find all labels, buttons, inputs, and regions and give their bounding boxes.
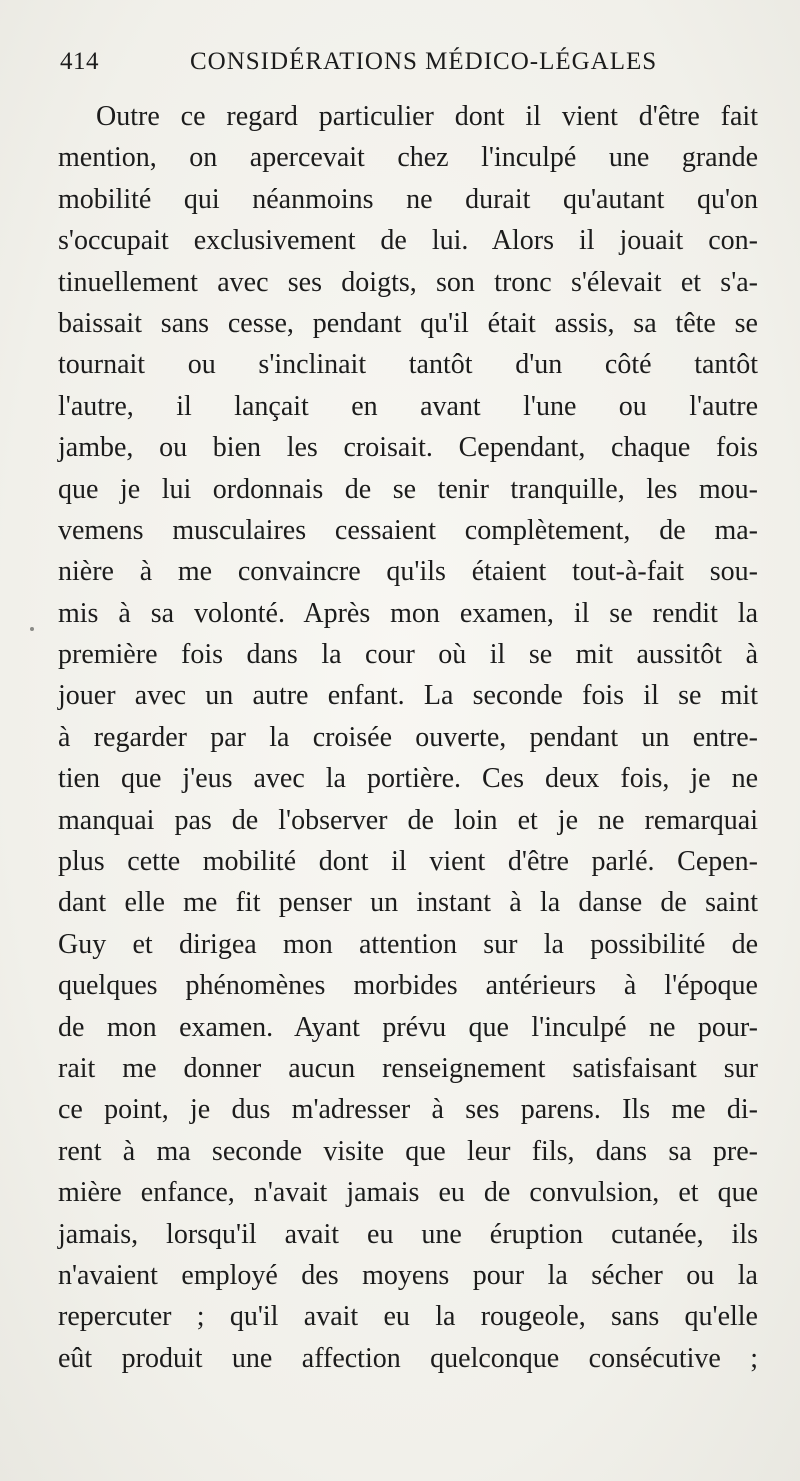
text-line: l'autre, il lançait en avant l'une ou l'autre — [58, 390, 758, 422]
page-number: 414 — [60, 48, 99, 75]
text-line: jamais, lorsqu'il avait eu une éruption cutanée, ils — [58, 1218, 758, 1250]
text-line: dant elle me fit penser un instant à la danse de saint — [58, 887, 758, 919]
text-line: à regarder par la croisée ouverte, pendant un entre- — [58, 721, 758, 753]
text-line: repercuter ; qu'il avait eu la rougeole, sans qu'elle — [58, 1301, 758, 1333]
text-line: manquai pas de l'observer de loin et je ne remarquai — [58, 804, 758, 836]
text-line: vemens musculaires cessaient complètement, de ma- — [58, 514, 758, 546]
text-line: rait me donner aucun renseignement satisfaisant sur — [58, 1052, 758, 1084]
margin-speck — [30, 627, 34, 631]
text-line: jambe, ou bien les croisait. Cependant, chaque fois — [58, 432, 758, 464]
text-line: baissait sans cesse, pendant qu'il était assis, sa tête se — [58, 307, 758, 339]
text-line: mobilité qui néanmoins ne durait qu'autant qu'on — [58, 183, 758, 215]
text-line: s'occupait exclusivement de lui. Alors il jouait con- — [58, 225, 758, 257]
text-line: que je lui ordonnais de se tenir tranquille, les mou- — [58, 473, 758, 505]
text-line: jouer avec un autre enfant. La seconde fois il se mit — [58, 680, 758, 712]
text-line: mière enfance, n'avait jamais eu de convulsion, et que — [58, 1177, 758, 1209]
text-line: nière à me convaincre qu'ils étaient tout-à-fait sou- — [58, 556, 758, 588]
text-line: plus cette mobilité dont il vient d'être parlé. Cepen- — [58, 846, 758, 878]
body-text — [58, 96, 758, 1379]
text-line: mis à sa volonté. Après mon examen, il se rendit la — [58, 597, 758, 629]
text-line: mention, on apercevait chez l'inculpé une grande — [58, 142, 758, 174]
text-line: eût produit une affection quelconque consécutive ; — [58, 1342, 758, 1374]
text-line: n'avaient employé des moyens pour la sécher ou la — [58, 1259, 758, 1291]
text-line: tien que j'eus avec la portière. Ces deux fois, je ne — [58, 763, 758, 795]
running-head: CONSIDÉRATIONS MÉDICO-LÉGALES — [190, 48, 658, 75]
text-line: de mon examen. Ayant prévu que l'inculpé ne pour- — [58, 1011, 758, 1043]
text-line: quelques phénomènes morbides antérieurs à l'époque — [58, 970, 758, 1002]
text-line: Guy et dirigea mon attention sur la possibilité de — [58, 928, 758, 960]
text-line: première fois dans la cour où il se mit aussitôt à — [58, 639, 758, 671]
text-line: Outre ce regard particulier dont il vient d'être fait — [96, 101, 758, 132]
text-line: tinuellement avec ses doigts, son tronc s'élevait et s'a- — [58, 266, 758, 298]
text-line: tournait ou s'inclinait tantôt d'un côté tantôt — [58, 349, 758, 381]
text-line: ce point, je dus m'adresser à ses parens. Ils me di- — [58, 1094, 758, 1126]
page-header — [60, 48, 760, 88]
text-line: rent à ma seconde visite que leur fils, dans sa pre- — [58, 1135, 758, 1167]
